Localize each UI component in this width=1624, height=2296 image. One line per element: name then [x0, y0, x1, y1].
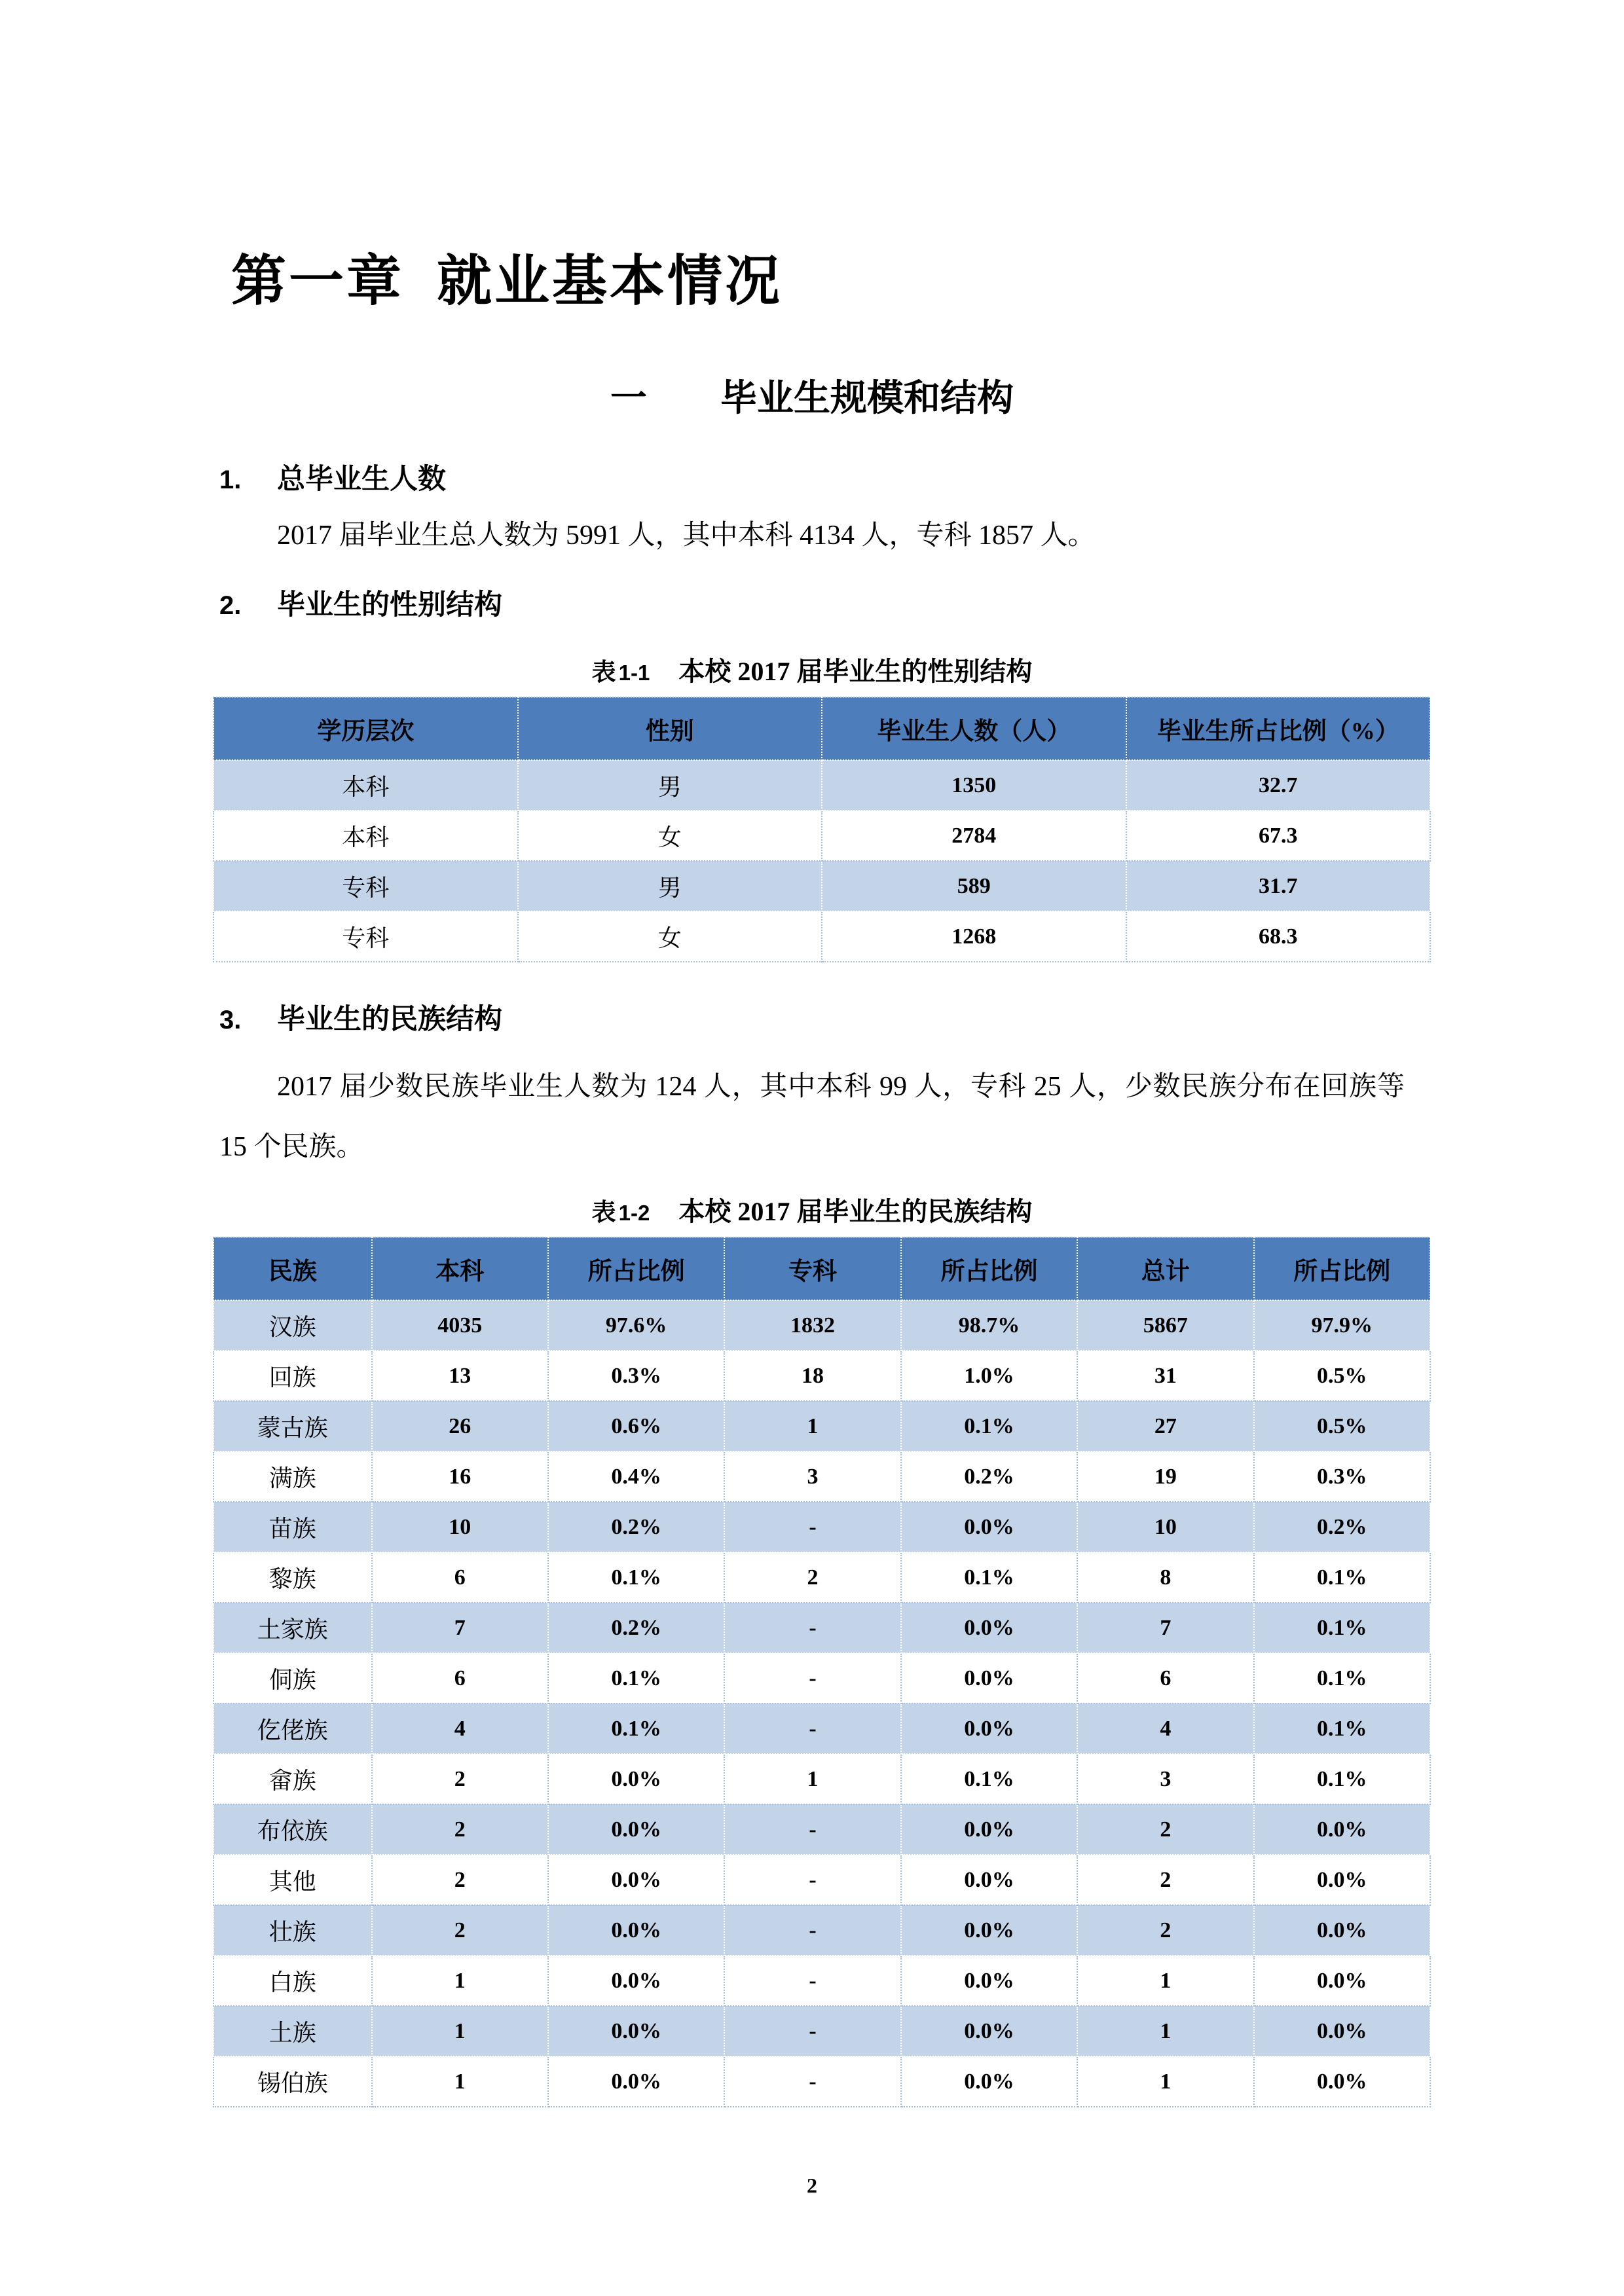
table-header-cell: 所占比例 — [548, 1237, 724, 1300]
table-cell: 1.0% — [901, 1351, 1077, 1401]
paragraph-total-graduates: 2017 届毕业生总人数为 5991 人，其中本科 4134 人，专科 1857 人。 — [277, 520, 1096, 551]
list-item-3-heading — [219, 1000, 1405, 1040]
table-cell: 589 — [822, 861, 1126, 911]
table-row — [213, 1754, 1430, 1804]
table-cell: 1 — [1077, 1956, 1253, 2006]
table-row — [213, 1351, 1430, 1401]
table-cell: 0.1% — [1254, 1653, 1430, 1704]
table-cell: - — [724, 1704, 900, 1754]
table-cell: 0.0% — [548, 1905, 724, 1956]
table-cell: 68.3 — [1126, 911, 1431, 962]
table2-caption-title: 本校 2017 届毕业生的民族结构 — [678, 1197, 1033, 1226]
table-header-cell: 本科 — [372, 1237, 548, 1300]
table-cell: 31.7 — [1126, 861, 1431, 911]
table-cell: 0.1% — [1254, 1552, 1430, 1603]
table-header-cell: 毕业生人数（人） — [822, 697, 1126, 760]
table-row — [213, 1552, 1430, 1603]
table-row — [213, 1300, 1430, 1351]
table-cell: 27 — [1077, 1401, 1253, 1451]
table-cell: 土家族 — [213, 1603, 372, 1653]
table2-caption-number: 1-2 — [618, 1201, 650, 1225]
table-cell: 土族 — [213, 2006, 372, 2056]
gender-structure-table — [213, 697, 1431, 962]
table-cell: 0.2% — [548, 1603, 724, 1653]
table-header-cell: 学历层次 — [213, 697, 518, 760]
list-item-2-heading — [219, 586, 1405, 625]
table-cell: 1 — [372, 2056, 548, 2107]
table-cell: 仡佬族 — [213, 1704, 372, 1754]
table-cell: 6 — [372, 1552, 548, 1603]
table-cell: 6 — [1077, 1653, 1253, 1704]
table-cell: 2 — [372, 1905, 548, 1956]
list-item-2-number: 2. — [219, 591, 242, 620]
table-cell: 1832 — [724, 1300, 900, 1351]
table-cell: 本科 — [213, 760, 518, 811]
table-cell: 3 — [1077, 1754, 1253, 1804]
table-cell: 壮族 — [213, 1905, 372, 1956]
table-cell: 0.5% — [1254, 1351, 1430, 1401]
table-cell: 0.0% — [901, 2006, 1077, 2056]
table-cell: 1268 — [822, 911, 1126, 962]
table-header-cell: 所占比例 — [901, 1237, 1077, 1300]
table-cell: - — [724, 2006, 900, 2056]
table-cell: 其他 — [213, 1855, 372, 1905]
table1-caption-title: 本校 2017 届毕业生的性别结构 — [678, 657, 1033, 686]
table-row — [213, 1804, 1430, 1855]
table-cell: 苗族 — [213, 1502, 372, 1552]
table-row — [213, 1905, 1430, 1956]
table-cell: 0.0% — [901, 1855, 1077, 1905]
table-row — [213, 760, 1430, 811]
table-cell: 0.0% — [548, 2056, 724, 2107]
table-cell: 1 — [372, 1956, 548, 2006]
table-cell: - — [724, 1804, 900, 1855]
table-cell: 0.3% — [1254, 1451, 1430, 1502]
table-cell: 白族 — [213, 1956, 372, 2006]
table-cell: 0.1% — [1254, 1754, 1430, 1804]
table-row — [213, 2056, 1430, 2107]
table-cell: 1350 — [822, 760, 1126, 811]
table-cell: 0.0% — [1254, 2006, 1430, 2056]
list-item-1-number: 1. — [219, 465, 242, 494]
table-cell: 13 — [372, 1351, 548, 1401]
ethnic-structure-table — [213, 1237, 1431, 2107]
list-item-1-heading — [219, 460, 1405, 500]
table-cell: 32.7 — [1126, 760, 1431, 811]
table-row — [213, 1956, 1430, 2006]
table-cell: 0.0% — [901, 2056, 1077, 2107]
table-cell: 31 — [1077, 1351, 1253, 1401]
table-header-cell: 毕业生所占比例（%） — [1126, 697, 1431, 760]
table2-caption-prefix: 表 — [591, 1199, 616, 1226]
table-cell: 10 — [1077, 1502, 1253, 1552]
table-cell: 2 — [1077, 1905, 1253, 1956]
table-cell: 锡伯族 — [213, 2056, 372, 2107]
table-header-cell: 专科 — [724, 1237, 900, 1300]
table-cell: 2 — [372, 1855, 548, 1905]
table-cell: 8 — [1077, 1552, 1253, 1603]
table-header-cell: 性别 — [518, 697, 822, 760]
table-cell: 男 — [518, 760, 822, 811]
table-cell: 0.0% — [1254, 1956, 1430, 2006]
table-cell: 10 — [372, 1502, 548, 1552]
table-cell: 1 — [724, 1754, 900, 1804]
table-cell: - — [724, 1502, 900, 1552]
list-item-1-title: 总毕业生人数 — [277, 464, 446, 495]
table-cell: 0.2% — [901, 1451, 1077, 1502]
table-cell: 1 — [1077, 2006, 1253, 2056]
table-row — [213, 861, 1430, 911]
table-cell: - — [724, 1956, 900, 2006]
table-cell: 男 — [518, 861, 822, 911]
table-cell: 0.0% — [548, 2006, 724, 2056]
table-cell: 2784 — [822, 811, 1126, 861]
table-cell: 2 — [1077, 1804, 1253, 1855]
table-cell: 2 — [1077, 1855, 1253, 1905]
table-cell: 0.0% — [548, 1754, 724, 1804]
table-cell: 2 — [724, 1552, 900, 1603]
table-cell: 专科 — [213, 861, 518, 911]
table-cell: 3 — [724, 1451, 900, 1502]
table-cell: 0.1% — [901, 1401, 1077, 1451]
table-cell: - — [724, 1905, 900, 1956]
table-cell: 专科 — [213, 911, 518, 962]
page-number: 2 — [807, 2174, 817, 2197]
table-row — [213, 2006, 1430, 2056]
table-cell: 0.1% — [548, 1704, 724, 1754]
table-header-row — [213, 697, 1430, 760]
table-cell: - — [724, 1603, 900, 1653]
paragraph-minority-graduates: 2017 届少数民族毕业生人数为 124 人，其中本科 99 人，专科 25 人，少数民族分布在回族等 15 个民族。 — [219, 1072, 1405, 1162]
table-cell: 2 — [372, 1804, 548, 1855]
table-row — [213, 1653, 1430, 1704]
table-cell: 18 — [724, 1351, 900, 1401]
table-row — [213, 1451, 1430, 1502]
table-cell: 0.5% — [1254, 1401, 1430, 1451]
table-cell: 0.0% — [901, 1653, 1077, 1704]
table-cell: 0.0% — [548, 1804, 724, 1855]
table-cell: 16 — [372, 1451, 548, 1502]
table-cell: 4 — [372, 1704, 548, 1754]
table-row — [213, 1855, 1430, 1905]
table-cell: 0.0% — [1254, 2056, 1430, 2107]
table-row — [213, 1401, 1430, 1451]
table-cell: 7 — [1077, 1603, 1253, 1653]
table-cell: 0.0% — [901, 1956, 1077, 2006]
table-cell: 0.0% — [1254, 1905, 1430, 1956]
table-cell: 0.1% — [548, 1653, 724, 1704]
table-header-row — [213, 1237, 1430, 1300]
table-cell: 0.0% — [901, 1603, 1077, 1653]
table1-caption-number: 1-1 — [618, 661, 650, 685]
table-cell: 侗族 — [213, 1653, 372, 1704]
table-cell: 0.1% — [548, 1552, 724, 1603]
table-cell: 0.0% — [548, 1956, 724, 2006]
table-cell: 0.1% — [901, 1552, 1077, 1603]
table-cell: 0.0% — [901, 1804, 1077, 1855]
table-cell: 0.0% — [548, 1855, 724, 1905]
table-cell: - — [724, 1855, 900, 1905]
table-cell: 0.1% — [1254, 1704, 1430, 1754]
table-cell: 2 — [372, 1754, 548, 1804]
table-cell: 0.6% — [548, 1401, 724, 1451]
table-cell: 0.0% — [901, 1905, 1077, 1956]
table-cell: 0.1% — [901, 1754, 1077, 1804]
table-cell: 6 — [372, 1653, 548, 1704]
chapter-title: 第一章 就业基本情况 — [231, 251, 783, 312]
table-cell: 畲族 — [213, 1754, 372, 1804]
table-cell: 回族 — [213, 1351, 372, 1401]
table-cell: 26 — [372, 1401, 548, 1451]
list-item-2-title: 毕业生的性别结构 — [277, 590, 502, 621]
table-header-cell: 总计 — [1077, 1237, 1253, 1300]
table-cell: 1 — [1077, 2056, 1253, 2107]
table-row — [213, 911, 1430, 962]
table-cell: 黎族 — [213, 1552, 372, 1603]
table2-caption — [219, 1194, 1405, 1235]
table-cell: 67.3 — [1126, 811, 1431, 861]
table-cell: 汉族 — [213, 1300, 372, 1351]
table1-caption — [219, 654, 1405, 695]
table-cell: 97.9% — [1254, 1300, 1430, 1351]
list-item-3-number: 3. — [219, 1006, 242, 1034]
table-header-cell: 所占比例 — [1254, 1237, 1430, 1300]
table-row — [213, 1502, 1430, 1552]
table-cell: 0.0% — [1254, 1804, 1430, 1855]
table-cell: 布依族 — [213, 1804, 372, 1855]
table-cell: 98.7% — [901, 1300, 1077, 1351]
table-cell: 0.1% — [1254, 1603, 1430, 1653]
table-cell: 7 — [372, 1603, 548, 1653]
table-cell: 0.0% — [1254, 1855, 1430, 1905]
section-title: 一 毕业生规模和结构 — [610, 378, 1014, 419]
table-row — [213, 1603, 1430, 1653]
table-cell: 蒙古族 — [213, 1401, 372, 1451]
table-header-cell: 民族 — [213, 1237, 372, 1300]
table-cell: 女 — [518, 811, 822, 861]
list-item-3-title: 毕业生的民族结构 — [277, 1004, 502, 1035]
table-cell: 5867 — [1077, 1300, 1253, 1351]
table-cell: - — [724, 2056, 900, 2107]
table-row — [213, 811, 1430, 861]
table-cell: 0.2% — [548, 1502, 724, 1552]
table-cell: 1 — [372, 2006, 548, 2056]
table-cell: 0.2% — [1254, 1502, 1430, 1552]
table-cell: 1 — [724, 1401, 900, 1451]
table-cell: - — [724, 1653, 900, 1704]
table-cell: 0.0% — [901, 1502, 1077, 1552]
table-cell: 4 — [1077, 1704, 1253, 1754]
table-cell: 本科 — [213, 811, 518, 861]
table-cell: 满族 — [213, 1451, 372, 1502]
table-cell: 19 — [1077, 1451, 1253, 1502]
table-cell: 女 — [518, 911, 822, 962]
table-cell: 97.6% — [548, 1300, 724, 1351]
table-row — [213, 1704, 1430, 1754]
table-cell: 0.3% — [548, 1351, 724, 1401]
table-cell: 0.4% — [548, 1451, 724, 1502]
table1-caption-prefix: 表 — [591, 659, 616, 686]
table-cell: 0.0% — [901, 1704, 1077, 1754]
table-cell: 4035 — [372, 1300, 548, 1351]
